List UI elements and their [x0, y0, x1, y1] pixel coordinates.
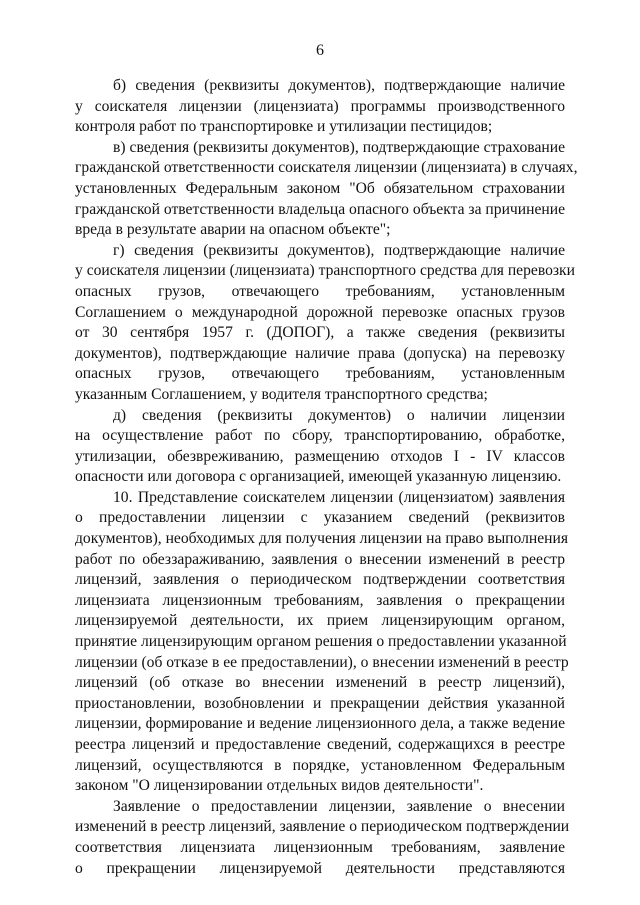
text-line: гражданской ответственности владельца опасного объекта за причинение — [75, 200, 565, 218]
text-line: вреда в результате аварии на опасном объекте"; — [75, 221, 391, 239]
text-line: Соглашением о международной дорожной перевозке опасных грузов — [75, 303, 565, 321]
text-line: законом "О лицензировании отдельных видов деятельности". — [75, 777, 484, 795]
text-line: принятие лицензирующим органом решения о предоставлении указанной — [75, 633, 567, 651]
page-number: 6 — [316, 42, 324, 59]
text-line: указанным Соглашением, у водителя транспортного средства; — [75, 385, 488, 403]
text-line: документов), подтверждающие наличие права (допуска) на перевозку — [75, 344, 565, 362]
text-line: установленных Федеральным законом "Об обязательном страховании — [75, 179, 565, 197]
text-line: лицензии (об отказе в ее предоставлении), о внесении изменений в реестр — [75, 653, 569, 671]
text-line: реестра лицензий и предоставление сведений, содержащихся в реестре — [75, 736, 565, 753]
text-line: опасности или договора с организацией, имеющей указанную лицензию. — [75, 468, 562, 486]
paragraph — [75, 138, 578, 241]
text-line: приостановлении, возобновлении и прекращении действия указанной — [75, 694, 565, 712]
text-line: у соискателя лицензии (лицензиата) программы производственного — [75, 97, 565, 115]
text-line: у соискателя лицензии (лицензиата) транспортного средства для перевозки — [75, 262, 575, 280]
text-line: опасных грузов, отвечающего требованиям, установленным — [75, 365, 565, 383]
paragraph — [75, 797, 570, 879]
document-body — [75, 76, 578, 879]
text-line: о прекращении лицензируемой деятельности представляются — [75, 859, 565, 877]
text-line: от 30 сентября 1957 г. (ДОПОГ), а также сведения (реквизиты — [75, 324, 565, 342]
text-line: д) сведения (реквизиты документов) о наличии лицензии — [113, 406, 565, 424]
text-line: документов), необходимых для получения лицензии на право выполнения — [75, 530, 569, 548]
text-line: б) сведения (реквизиты документов), подтверждающие наличие — [113, 77, 565, 94]
text-line: контроля работ по транспортировке и утилизации пестицидов; — [75, 118, 493, 136]
text-line: лицензиата лицензионным требованиям, заявления о прекращении — [75, 591, 565, 609]
text-line: лицензий (об отказе во внесении изменений в реестр лицензий), — [75, 674, 565, 692]
text-line: лицензий, осуществляются в порядке, установленном Федеральным — [75, 756, 565, 774]
text-line: на осуществление работ по сбору, транспортированию, обработке, — [75, 427, 565, 445]
text-line: соответствия лицензиата лицензионным требованиям, заявление — [75, 838, 565, 856]
text-line: Заявление о предоставлении лицензии, заявление о внесении — [113, 797, 565, 815]
text-line: утилизации, обезвреживанию, размещению отходов I - IV классов — [75, 447, 565, 465]
paragraph — [75, 406, 565, 488]
text-line: 10. Представление соискателем лицензии (лицензиатом) заявления — [113, 488, 565, 506]
paragraph — [75, 241, 575, 406]
text-line: лицензий, заявления о периодическом подтверждении соответствия — [75, 571, 565, 589]
text-line: работ по обеззараживанию, заявления о внесении изменений в реестр — [75, 550, 565, 568]
text-line: о предоставлении лицензии с указанием сведений (реквизитов — [75, 509, 565, 527]
paragraph — [75, 488, 569, 797]
text-line: изменений в реестр лицензий, заявление о периодическом подтверждении — [75, 818, 570, 836]
paragraph — [75, 76, 565, 138]
text-line: гражданской ответственности соискателя лицензии (лицензиата) в случаях, — [75, 159, 578, 177]
text-line: в) сведения (реквизиты документов), подтверждающие страхование — [113, 138, 565, 156]
text-line: лицензии, формирование и ведение лицензионного дела, а также ведение — [75, 715, 565, 733]
text-line: опасных грузов, отвечающего требованиям, установленным — [75, 282, 565, 300]
text-line: лицензируемой деятельности, их прием лицензирующим органом, — [75, 612, 565, 630]
text-line: г) сведения (реквизиты документов), подтверждающие наличие — [113, 241, 565, 259]
